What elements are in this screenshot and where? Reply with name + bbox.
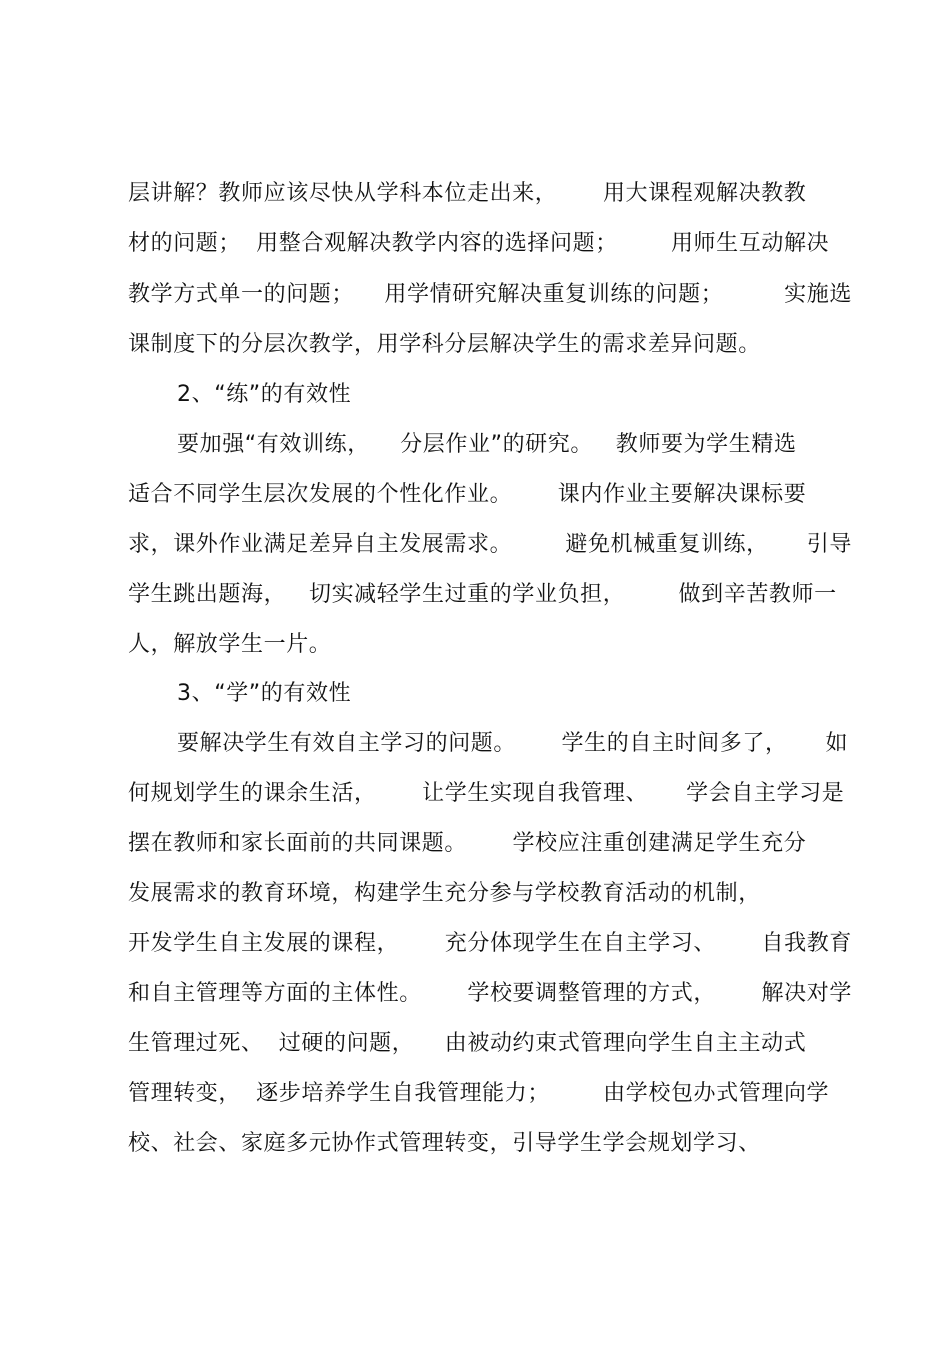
text-line: 生管理过死、 过硬的问题， 由被动约束式管理向学生自主主动式 [128,1031,807,1056]
section-heading: 3、“学”的有效性 [177,681,352,706]
text-line: 教学方式单一的问题； 用学情研究解决重复训练的问题； 实施选 [128,282,852,307]
section-heading: 2、“练”的有效性 [177,382,352,407]
text-line: 层讲解？教师应该尽快从学科本位走出来， 用大课程观解决教教 [128,181,807,206]
text-line: 求，课外作业满足差异自主发展需求。 避免机械重复训练， 引导 [128,532,852,557]
text-line: 管理转变， 逐步培养学生自我管理能力； 由学校包办式管理向学 [128,1081,830,1106]
text-line: 开发学生自主发展的课程， 充分体现学生在自主学习、 自我教育 [128,931,852,956]
text-line: 何规划学生的课余生活， 让学生实现自我管理、 学会自主学习是 [128,781,845,806]
text-line: 和自主管理等方面的主体性。 学校要调整管理的方式， 解决对学 [128,981,852,1006]
text-line: 校、社会、家庭多元协作式管理转变，引导学生学会规划学习、 [128,1131,761,1156]
text-line: 课制度下的分层次教学，用学科分层解决学生的需求差异问题。 [128,332,761,357]
text-line: 适合不同学生层次发展的个性化作业。 课内作业主要解决课标要 [128,482,807,507]
text-line: 要解决学生有效自主学习的问题。 学生的自主时间多了， 如 [177,731,849,756]
text-line: 材的问题； 用整合观解决教学内容的选择问题； 用师生互动解决 [128,231,830,256]
text-line: 发展需求的教育环境，构建学生充分参与学校教育活动的机制， [128,881,761,906]
text-line: 学生跳出题海， 切实减轻学生过重的学业负担， 做到辛苦教师一 [128,582,837,607]
text-line: 摆在教师和家长面前的共同课题。 学校应注重创建满足学生充分 [128,831,807,856]
text-line: 人，解放学生一片。 [128,632,332,657]
text-line: 要加强“有效训练， 分层作业”的研究。 教师要为学生精选 [177,432,797,457]
